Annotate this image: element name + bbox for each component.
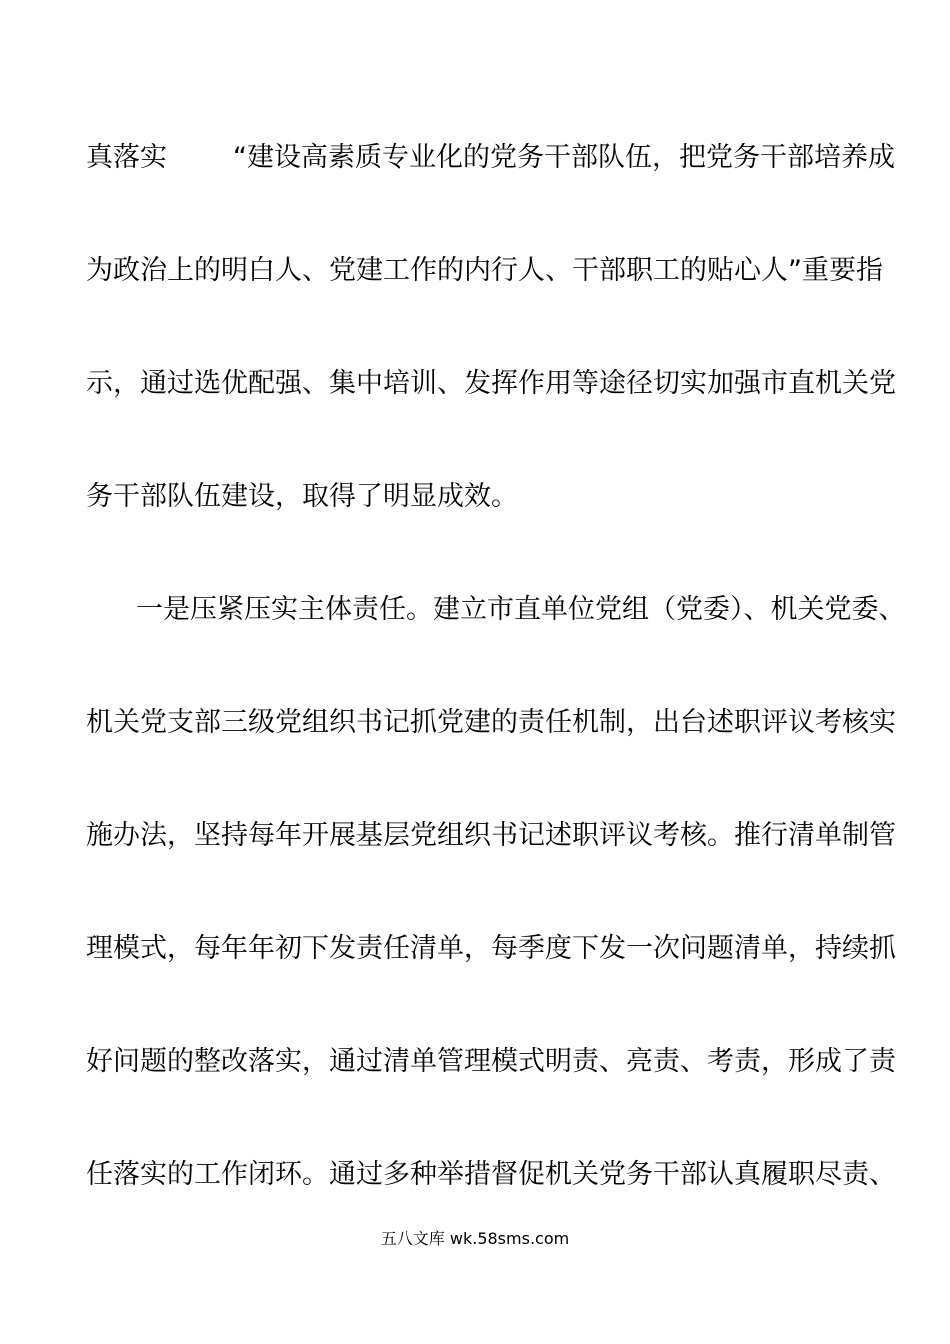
text-line-7: 施办法，坚持每年开展基层党组织书记述职评议考核。推行清单制管	[86, 820, 896, 851]
text-line-10: 任落实的工作闭环。通过多种举措督促机关党务干部认真履职尽责、	[86, 1159, 896, 1190]
text-line-1-start: 真落实	[86, 142, 167, 173]
text-line-1	[86, 140, 895, 176]
text-line-9: 好问题的整改落实，通过清单管理模式明责、亮责、考责，形成了责	[86, 1046, 896, 1077]
text-line-1-quote: “建设高素质专业化的党务干部队伍，把党务干部培养成	[233, 142, 895, 173]
text-line-5-paragraph-start: 一是压紧压实主体责任。建立市直单位党组（党委）、机关党委、	[136, 594, 906, 625]
text-line-6: 机关党支部三级党组织书记抓党建的责任机制，出台述职评议考核实	[86, 707, 896, 738]
text-line-3: 示，通过选优配强、集中培训、发挥作用等途径切实加强市直机关党	[86, 368, 896, 399]
text-line-4: 务干部队伍建设，取得了明显成效。	[86, 481, 518, 512]
page-footer: 五八文库 wk.58sms.com	[380, 1229, 570, 1248]
text-line-8: 理模式，每年年初下发责任清单，每季度下发一次问题清单，持续抓	[86, 933, 896, 964]
text-line-2: 为政治上的明白人、党建工作的内行人、干部职工的贴心人”重要指	[86, 255, 883, 286]
